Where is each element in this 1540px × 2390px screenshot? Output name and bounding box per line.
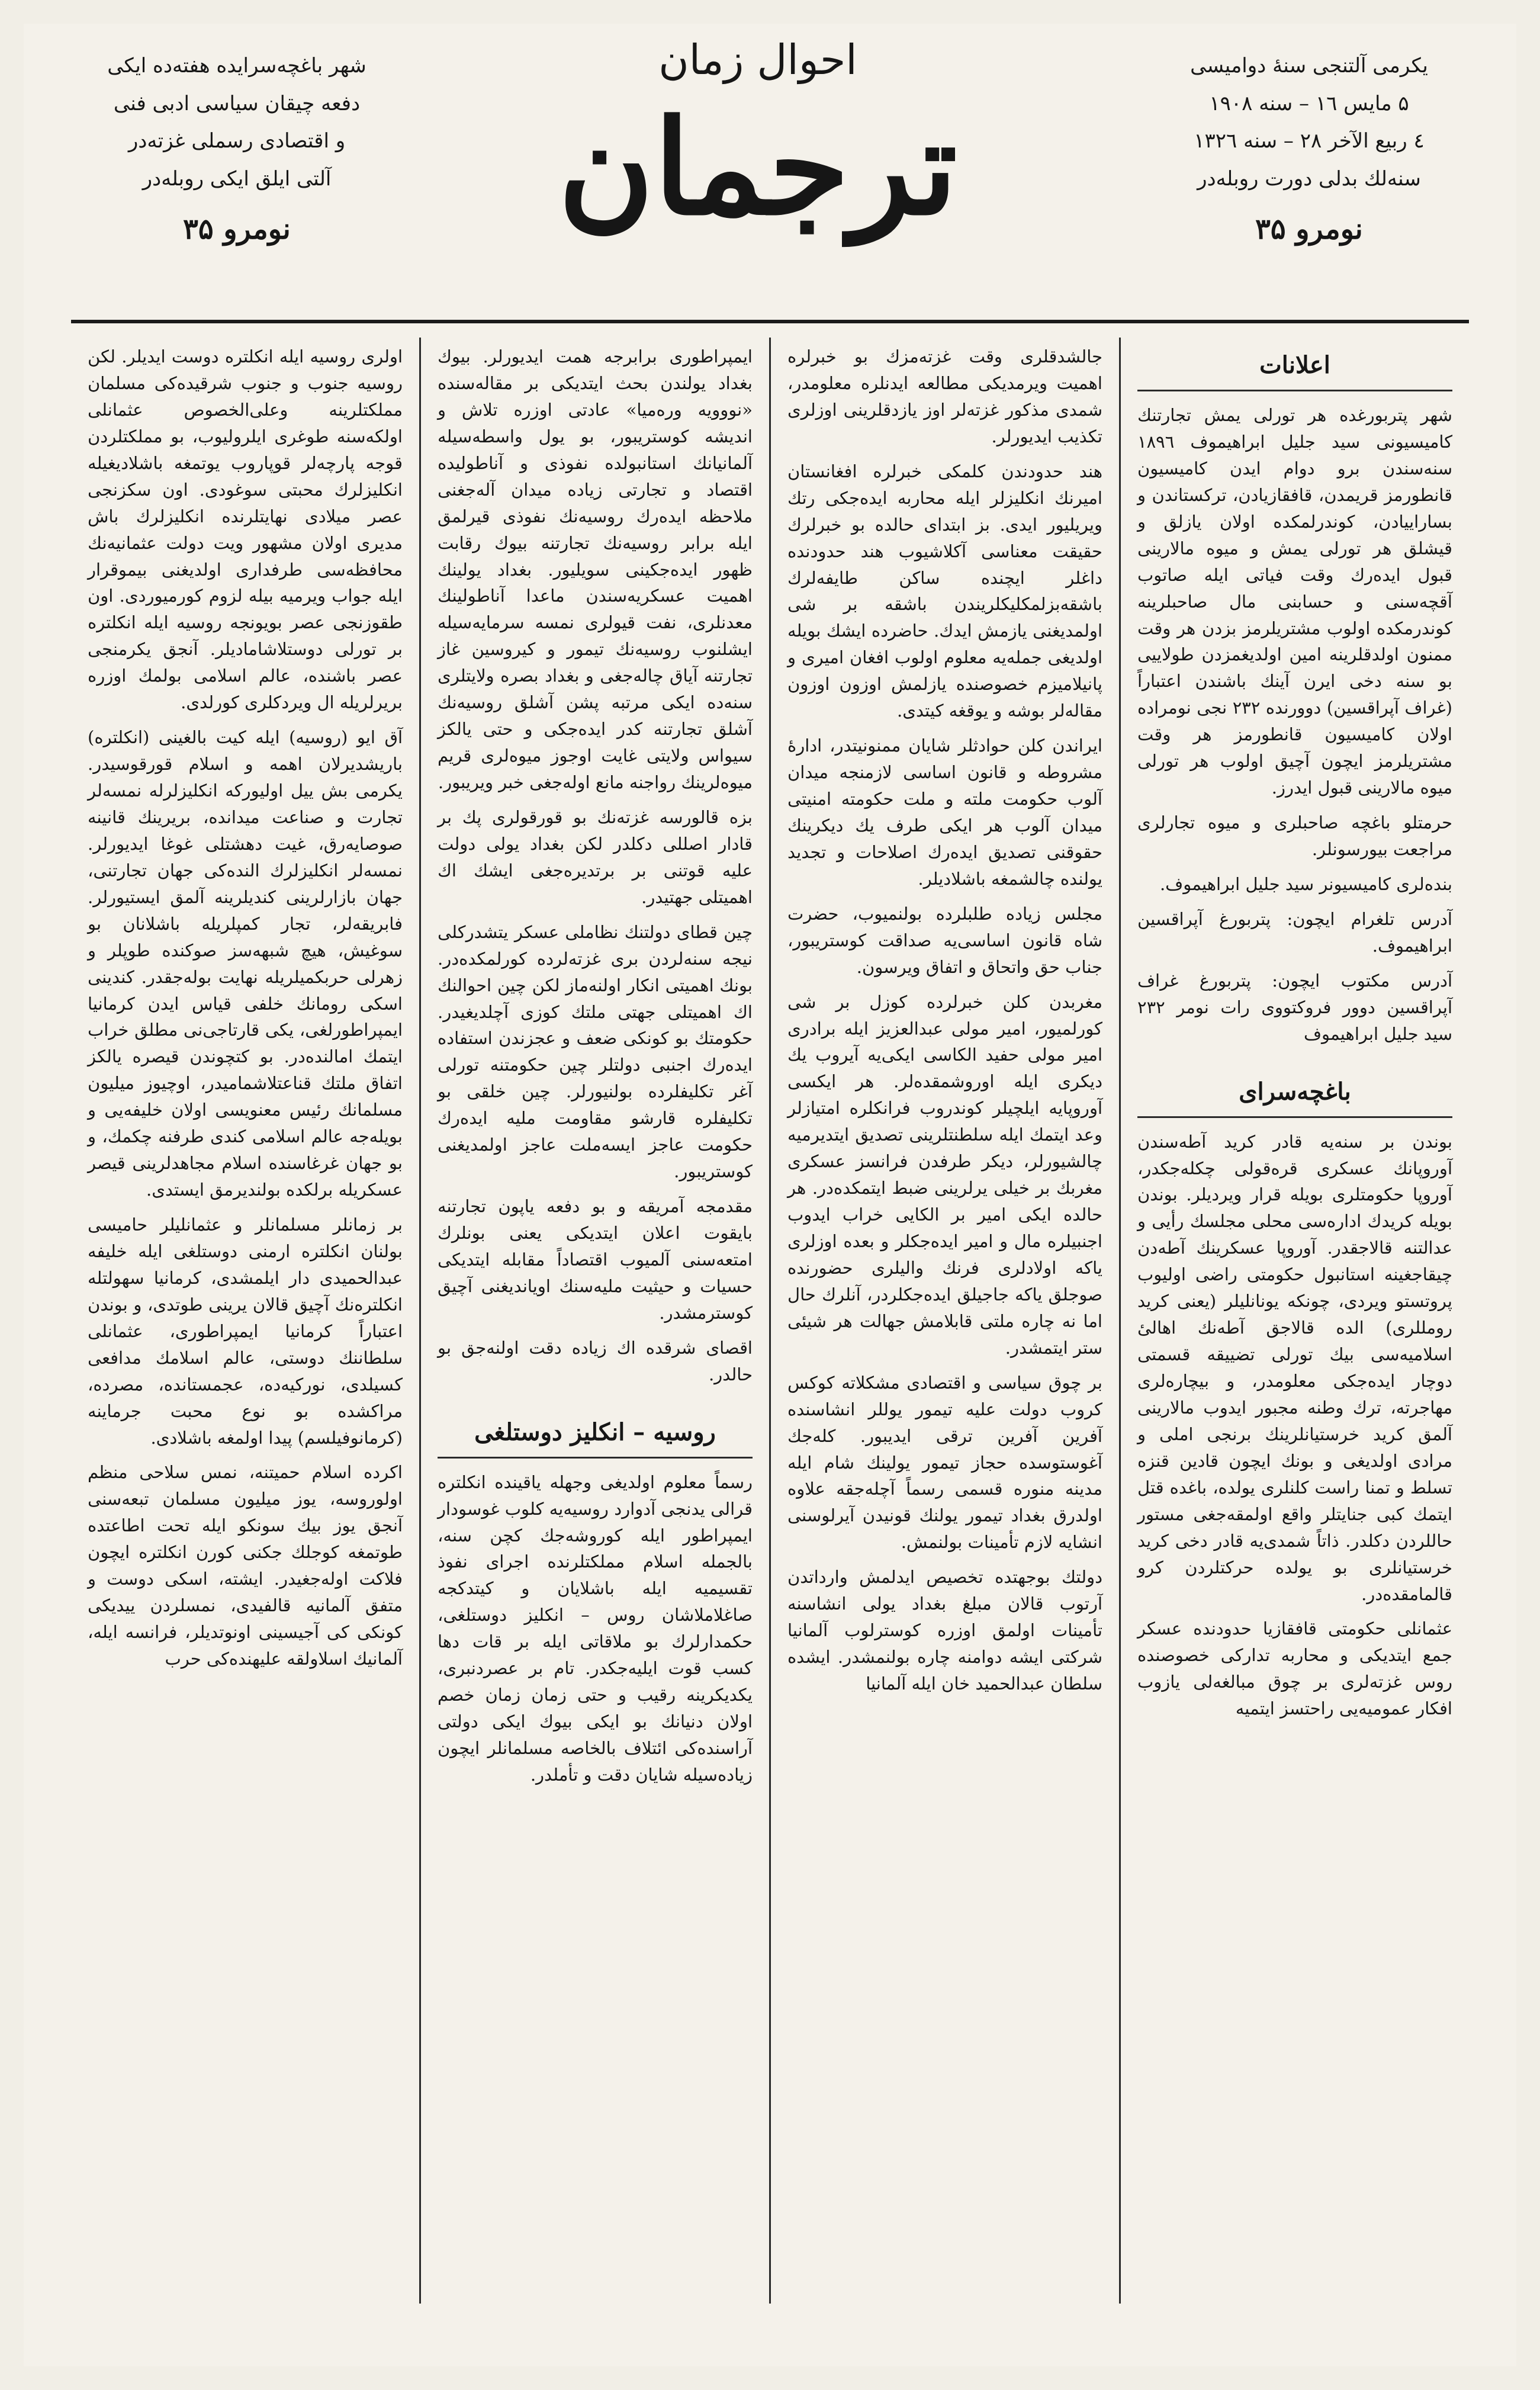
masthead-year: یکرمی آلتنجی سنهٔ دوامیسی xyxy=(1190,54,1428,78)
article-paragraph: مجلس زیاده طلبلرده بولنمیوب، حضرت شاه قانون اساسی‌یه صداقت کوستریبور، جناب حق واتحاق و اتفاق ویرسون. xyxy=(787,903,1102,977)
column-news xyxy=(769,338,1119,2304)
column-editorial xyxy=(71,338,419,2304)
masthead-title: ترجمان xyxy=(558,91,958,244)
article-paragraph: ایمپراطوری برابرجه همت ایدیورلر. بیوك بغداد یولندن بحث ایتدیکی بر مقاله‌سنده «نووویه وره‌میا» عادتی اوزره تلاش و اندیشه کوستریبور، بو یول واسطه‌سیله آلمانیانك استانبولده نفوذی و آناطولیده اقتصاد و تجارتی زیاده میدان آله‌جغنی ملاحظه ایده‌رك روسیه‌نك نفوذی قیرلمق ایله برابر روسیه‌نك تجارتنه بیوك رقابت ظهور ایده‌جکینی سویلیور. بغداد یولینك اهمیت عسکریه‌سندن ماعدا آناطولینك معدنلری، نفت قیولری نمسه سرمایه‌سیله ایشلنوب روسیه‌نك تیمور و کیروسین غاز تجارتنه آیاق چاله‌جغی و بغداد بصره ولایتلری سنه‌ده ایکی مرتبه پشن آشلق روسیه‌نك آشلق تجارتنه کدر ایده‌جکی و حتی یالکز سیواس ولایتی غایت اوجوز میوه‌لری قریم میوه‌لرینك رواجنه مانع اوله‌جغی خبر ویریبور. xyxy=(438,346,753,792)
article-paragraph: هند حدودندن کلمکی خبرلره افغانستان امیرنك انکلیزلر ایله محاربه ایده‌جکی رتك ویریلیور ایدی. بز ابتدای حالده بو خبرلرك حقیقت معناسی آکلاشیوب هند حدودنده داغلر ایچنده ساکن طایفه‌لرك باشقه‌بزلمکلیکلریندن باشقه بر شی اولمدیغنی یازمش ایدك. حاضرده ایشك بویله اولدیغی جمله‌یه معلوم اولوب افغان امیری و پانیلامیزم خصوصنده یازلمش اوزون اوزون مقاله‌لر بوشه و یوقغه کیتدی. xyxy=(787,461,1102,721)
article-paragraph: چین قطای دولتنك نظاملی عسکر یتشدرکلی نیجه سنه‌لردن بری غزته‌لرده کورلمکده‌در. بونك اهمیتی انکار اولنه‌ماز لکن چین احوالنك اك اهمیتلی جهتی ملتك کوزی آچلدیغیدر. حکومتك بو کونکی ضعف و عجزندن استفاده ایده‌رك اجنبی دولتلر چین حکومتنه تورلی آغر تکلیفلرده بولنیورلر. چین خلقی بو تکلیفلره قارشو مقاومت ملیه ایده‌رك حکومت عاجز ایسه‌ملت عاجز اولمدیغنی کوستریبور. xyxy=(438,921,753,1182)
announcements-heading: اعلانات xyxy=(1137,347,1452,391)
article-paragraph: ایراندن کلن حوادثلر شایان ممنونیتدر، اداره‌ٔ مشروطه و قانون اساسی لازمنجه میدان آلوب حکومت ملته و ملت حکومته امنیتی میدان آلوب هر ایکی طرف یك دیکرینك حقوقنی تصدیق ایده‌رك اصلاحات و تجدید یولنده چالشمغه باشلادیلر. xyxy=(787,735,1102,889)
russia-england-heading: روسیه – انکلیز دوستلغی xyxy=(438,1414,753,1459)
article-paragraph: اولری روسیه ایله انکلتره دوست ایدیلر. لکن روسیه جنوب و جنوب شرقیده‌کی مسلمان مملکتلرینه وعلی‌الخصوص عثمانلی اولکه‌سنه طوغری ایلرولیوب، بو مملکتلردن قوجه پارچه‌لر قوپاروب یوتمغه باشلادیغیله انکلیزلرك محبتی سوغودی. اون سکزنجی عصر میلادی نهایتلرنده انکلیزلرك باش مدیری اولان مشهور ویت دولت عثمانیه‌نك محافظه‌سی طرفداری اولدیغنی بیموقرار ایله جواب ویرمیه بیله لزوم کورمیوردی. اون طقوزنجی عصر بویونجه روسیه ایله انکلتره بر تورلی دوستلاشامادیلر. آنجق یکرمنجی عصر باشنده، عالم اسلامی بولمك اوزره بریرلریله ال ویردکلری کورلدی. xyxy=(88,346,403,713)
column-announcements xyxy=(1119,338,1469,2304)
announcement-mail-address: آدرس مکتوب ایچون: پتربورغ غراف آپراقسین دوور فروکتووی رات نومر ۲۳۲ سید جلیل ابراهیموف xyxy=(1137,970,1452,1044)
announcement-text: شهر پتربورغده هر تورلی یمش تجارتنك کامیسیونی سید جلیل ابراهیموف ۱۸۹٦ سنه‌سندن برو دوام ایدن کامیسیون قانطورمز قریمدن، قافقازیادن، ترکستاندن و بساراییادن، کوندرلمکده اولان یازلق و قیشلق هر تورلی یمش و میوه مالارینی قبول ایده‌رك وقت فیاتی ایله صاتوب آقچه‌سنی و حسابنی مال صاحبلرینه کوندرمکده اولوب مشتریلرمز بزدن هر وقت ممنون اولدقلرینه امین اولدیغمزدن طولاییی بو سنه دخی ایرن آینك باشندن اعتباراً (غراف آپراقسین) دوورنده ۲۳۲ نجی نومراده اولان کامیسیون قانطورمز هر وقت مشتریلرمز ایچون آچیق اولوب هر تورلی میوه مالارینی قبول ایدرز. xyxy=(1137,405,1452,798)
masthead-issue-number-left: نومرو ۳۵ xyxy=(183,213,291,246)
article-paragraph: جالشدقلری وقت غزته‌مزك بو خبرلره اهمیت ویرمدیکی مطالعه ایدنلره معلومدر، شمدی مذکور غزته‌لر اوز یازدقلرینی اوزلری تکذیب ایدیورلر. xyxy=(787,346,1102,446)
article-paragraph: بزه قالورسه غزته‌نك بو قورقولری پك بر قادار اصللی دکلدر لکن بغداد یولی دولت علیه قوتنی بر برتدیره‌جغی ایشك اك اهمیتلی جهتیدر. xyxy=(438,807,753,907)
article-paragraph: بر زمانلر مسلمانلر و عثمانلیلر حامیسی بولنان انکلتره ارمنی دوستلغی ایله خلیفه عبدالحمیدی دار ایلمشدی، کرمانیا سهولتله انکلتره‌نك آچیق قالان یرینی طوتدی، و بوندن اعتباراً کرمانیا ایمپراطوری، عثمانلی سلطاننك دوستی، عالم اسلامك مدافعی کسیلدی، نورکیه‌ده، عجمستانده، مصرده، مراکشده بو نوع محبت جرماینه (کرمانوفیلسم) پیدا اولمغه باشلادی. xyxy=(88,1215,403,1448)
article-paragraph: مقدمجه آمریقه و بو دفعه یاپون تجارتنه بایقوت اعلان ایتدیکی یعنی بونلرك امتعه‌سنی آلمیوب اقتصاداً مقابله ایتدیکی حسیات و حیثیت ملیه‌سنك اویاندیغنی آچیق کوسترمشدر. xyxy=(438,1196,753,1323)
article-columns xyxy=(71,338,1469,2304)
masthead-rule xyxy=(71,320,1469,323)
masthead-right-box xyxy=(1143,47,1475,296)
masthead-type: دفعه چیقان سیاسی ادبی فنی xyxy=(113,91,361,115)
masthead-price: آلتی ایلق ایکی روبله‌در xyxy=(142,166,332,191)
masthead-gregorian-date: ۵ مایس ۱٦ – سنه ۱۹۰۸ xyxy=(1209,91,1409,115)
masthead-frequency: شهر باغچه‌سرایده هفته‌ده ایکی xyxy=(107,54,366,78)
section-divider xyxy=(438,1396,753,1411)
page-bottom-margin xyxy=(24,2309,1516,2366)
article-paragraph: آق ایو (روسیه) ایله کیت بالغینی (انکلتره) باریشدیرلان اهمه و اسلام قورقوسیدر. یکرمی بش ییل اولیورکه انکلیزلرله نمسه‌لر تجارت و صناعت میدانده، بریرینك قانینه صوصایه‌رق، غیت دهشتلی غوغا ایدیورلر. نمسه‌لر انکلیزلرك النده‌کی جهان تجارتنی، جهان بازارلرینی کندیلرینه آلمق ایستیورلر. فابریقه‌لر، تجار کمپلریله باشلانان بو سوغیش، هیچ شبهه‌سز صوکنده طوپلر و زهرلی حربکمیلریله نهایت بوله‌جقدر. کندینی اسکی رومانك خلفی قیاس ایدن کرمانیا ایمپراطورلغی، یکی قارتاجی‌نی مطلق خراب ایتمك امالنده‌در. بو کتچوندن قیصره یالکز اتفاق ملتك قناعتلاشمامیدر، اوچیوز میلیون مسلمانك رئیس معنویسی اولان خلیفه‌یی و بویله‌جه عالم اسلامی کندی طرفنه چکمك، و بو جهان غرغاسنده اسلام مجاهدلرینی قیصر عسکریله برلکده بولندیرمق ایستدی. xyxy=(88,727,403,1200)
article-paragraph: اقصای شرقده اك زیاده دقت اولنه‌جق بو حالدر. xyxy=(438,1337,753,1384)
masthead-hijri-date: ٤ ربیع الآخر ۲۸ – سنه ۱۳۲٦ xyxy=(1194,129,1425,153)
announcement-text: حرمتلو باغچه صاحبلری و میوه تجارلری مراجعت بیورسونلر. xyxy=(1137,812,1452,859)
masthead-title-block xyxy=(474,36,1042,296)
article-paragraph: دولتك بوجهتده تخصیص ایدلمش وارداتدن آرتوب قالان مبلغ بغداد یولی انشاسنه تأمینات اولمق اوزره کوسترلوب آلمانیا شرکتی ایشه دوامنه چاره بولنمشدر. ایشده سلطان عبدالحمید خان ایله آلمانیا xyxy=(787,1567,1102,1694)
article-paragraph: اکرده اسلام حمیتنه، نمس سلاحی منظم اولوروسه، یوز میلیون مسلمان تبعه‌سنی آنجق یوز بیك سونکو ایله تحت اطاعتده طوتمغه کوجلك جکنی کورن انکلتره ایچون فلاکت اوله‌جغیدر. ایشته، اسکی دوست و متفق آلمانیه قالفیدی، نمسلردن ییدیکی کونكی کی آجیسینی اونوتدیلر، فرانسه ایله، آلمانیك اسلاولقه علیهنده‌کی حرب xyxy=(88,1462,403,1669)
article-paragraph: بر چوق سیاسی و اقتصادی مشکلاته کوکس کروب دولت علیه تیمور یوللر انشاسنده آفرین آفرین ترقی ایدیبور. کله‌جك آغوستوسده حجاز تیمور یولینك شام ایله مدینه منوره قسمی رسماً آچله‌جقه علاوه اولدرق بغداد تیمور یولنك قونیدن آیرلوسنی انشایه لازم تأمینات بولنمش. xyxy=(787,1372,1102,1553)
article-paragraph: عثمانلی حکومتی قافقازیا حدودنده عسکر جمع ایتدیکی و محاربه تدارکی خصوصنده روس غزته‌لری بر چوق مبالغه‌لی یازوب افکار عمومیه‌یی راحتسز ایتمیه xyxy=(1137,1618,1452,1719)
masthead-left-box xyxy=(71,47,403,296)
announcement-signature: بنده‌لری کامیسیونر سید جلیل ابراهیموف. xyxy=(1159,873,1452,894)
article-paragraph: بوندن بر سنه‌یه قادر کرید آطه‌سندن آوروپانك عسکری قره‌قولی چکله‌جکدر، آوروپا حکومتلری بویله قرار ویردیلر. بوندن بویله کریدك اداره‌سی محلی مجلسك رأیی و عدالتنه قالاجقدر. آوروپا عسکرینك آطه‌دن چیقاجغینه استانبول حکومتی راضی اولیوب پروتستو ویردی، چونکه یونانلیلر (یعنی کرید رومللری) الده قالاجق آطه‌نك اهالیٔ اسلامیه‌سی بیك تورلی تضییقه قسمتی دوچار ایده‌جکی معلومدر، و بیچاره‌لری مهاجرته، ترك وطنه مجبور ایدوب مالارینی آلمق کرید خرستیانلرینك برنجی املی و مرادی اولدیغی و بونك ایچون قادین قنزه تسلط و تمنا راست کلنلری یولده، باغده قتل ایتمك کبی جنایتلر واقع اولمقه‌جغی مستور حاللردن دکلدر. ذاتاً شمدی‌یه قادر دخی کرید خرستیانلری بو یولده حرکتلردن کرو قالمامقده‌در. xyxy=(1137,1131,1452,1604)
masthead xyxy=(24,24,1516,320)
article-paragraph: رسماً معلوم اولدیغی وجهله یاقینده انکلتره قرالی یدنجی آدوارد روسیه‌یه کلوب غوسودار ایمپراطور ایله کوروشه‌جك کچن سنه، بالجمله اسلام مملکتلرنده اجرای نفوذ تقسیمیه ایله باشلایان و کیتدکجه صاغلاملاشان روس – انکلیز دوستلغی، حکمدارلرك بو ملاقاتی ایله بر قات دها کسب قوت ایلیه‌جکدر. تام بر عصر‌دنبری، یکدیکرینه رقیب و حتی زمان زمان خصم اولان دنیانك بو ایکی بیوك ایکی دولتی آراسنده‌کی ائتلاف بالخاصه مسلمانلر ایچون زیاده‌سیله شایان دقت و تأملدر. xyxy=(438,1472,753,1785)
bakhchisaray-heading: باغچه‌سرای xyxy=(1137,1074,1452,1118)
masthead-subscription: سنه‌لك بدلی دورت روبله‌در xyxy=(1197,166,1421,191)
section-divider xyxy=(1137,1056,1452,1070)
article-paragraph: مغربدن کلن خبرلرده کوزل بر شی کورلمیور، امیر مولی عبدالعزیز ایله برادری امیر مولی حفید الکاسی ایکی‌یه آیروب یك دیکری ایله اورو‌شمقده‌لر. هر ایکسی آوروپایه ایلچیلر کوندروب فرانکلره امتیازلر وعد ایتمك ایله سلطنتلرینی تصدیق ایتدیرمیه چالشیورلر، دیکر طرفدن فرانسز عسکری مغربك بر خیلی یرلرینی ضبط ایتمکده‌در. هر حالده ایکی امیر بر الکایی خراب ایدوب اجنبیلره مال و امیر ایده‌جکلر و بعده اوزلری یاکه اولادلری فرنك والیلری حضورنده صوجلق یاکه جاجیلق ایده‌جکلردر، آنلرك حال اما نه چاره ملتی قابلامش جهالت هر شیئی ستر ایتمشدر. xyxy=(787,991,1102,1358)
newspaper-page xyxy=(24,24,1516,2366)
masthead-issue-number-right: نومرو ۳۵ xyxy=(1255,213,1363,246)
announcement-telegram-address: آدرس تلغرام ایچون: پتربورغ آپراقسین ابراهیموف. xyxy=(1137,908,1452,956)
masthead-subtitle: احوال زمان xyxy=(658,36,857,84)
column-politics xyxy=(419,338,769,2304)
masthead-type-cont: و اقتصادی رسملی غزته‌در xyxy=(128,129,346,153)
